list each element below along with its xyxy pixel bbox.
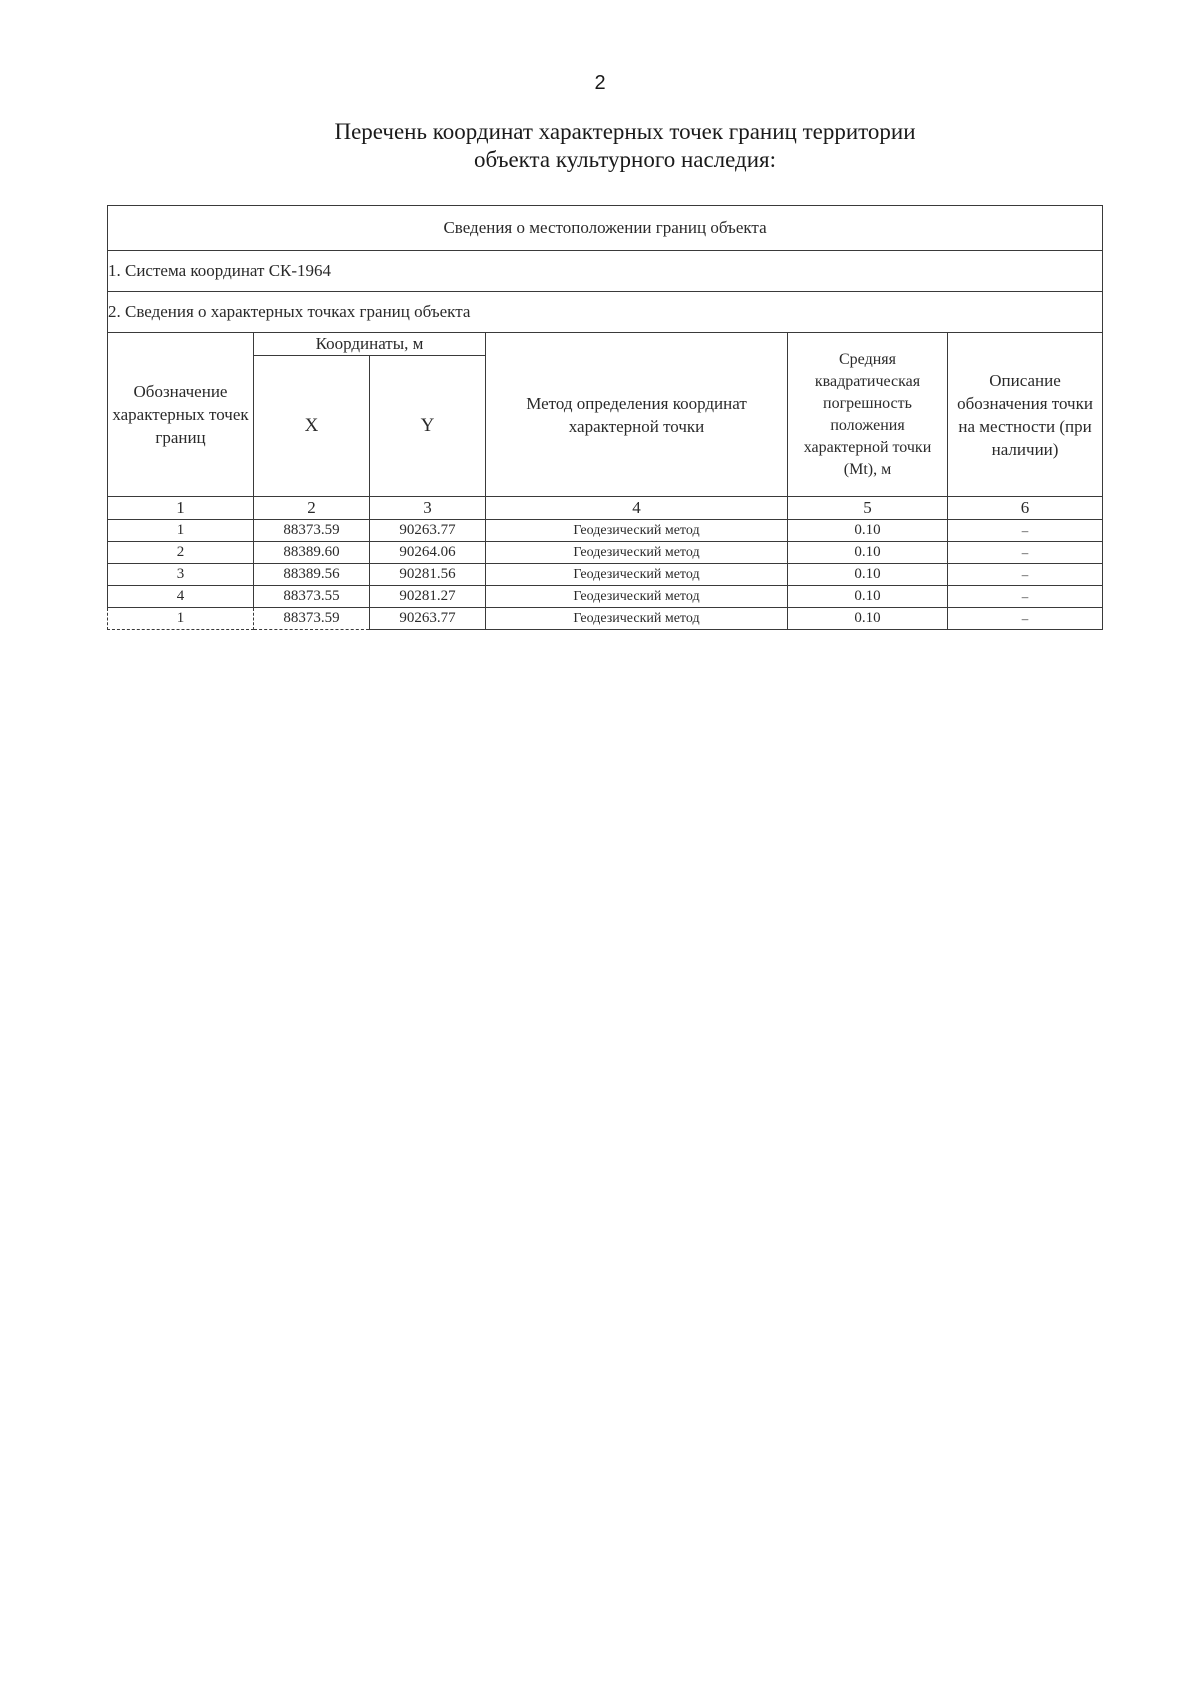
description-cell: – xyxy=(948,586,1103,608)
col-y: Y xyxy=(370,356,486,497)
col-description: Описание обозначения точки на местности (при наличии) xyxy=(948,333,1103,497)
col-coordinates-group: Координаты, м xyxy=(254,333,486,356)
method-cell: Геодезический метод xyxy=(486,586,788,608)
table-header: Сведения о местоположении границ объекта xyxy=(108,206,1103,251)
column-number-row xyxy=(108,497,1103,520)
point-cell: 1 xyxy=(108,608,254,630)
x-cell: 88389.60 xyxy=(254,542,370,564)
column-number: 6 xyxy=(948,497,1103,520)
description-cell: – xyxy=(948,542,1103,564)
y-cell: 90281.27 xyxy=(370,586,486,608)
point-cell: 4 xyxy=(108,586,254,608)
table-row xyxy=(108,542,1103,564)
method-cell: Геодезический метод xyxy=(486,542,788,564)
y-cell: 90263.77 xyxy=(370,520,486,542)
description-cell: – xyxy=(948,608,1103,630)
description-cell: – xyxy=(948,520,1103,542)
error-cell: 0.10 xyxy=(788,586,948,608)
table-row xyxy=(108,520,1103,542)
x-cell: 88373.55 xyxy=(254,586,370,608)
error-cell: 0.10 xyxy=(788,564,948,586)
method-cell: Геодезический метод xyxy=(486,564,788,586)
column-number: 4 xyxy=(486,497,788,520)
column-number: 2 xyxy=(254,497,370,520)
y-cell: 90264.06 xyxy=(370,542,486,564)
column-number: 3 xyxy=(370,497,486,520)
x-cell: 88373.59 xyxy=(254,608,370,630)
x-cell: 88389.56 xyxy=(254,564,370,586)
y-cell: 90281.56 xyxy=(370,564,486,586)
coordinates-table xyxy=(107,205,1103,630)
col-designation: Обозначение характерных точек границ xyxy=(108,333,254,497)
coordinate-system-line: 1. Система координат СК-1964 xyxy=(108,251,1103,292)
method-cell: Геодезический метод xyxy=(486,520,788,542)
col-x: X xyxy=(254,356,370,497)
error-cell: 0.10 xyxy=(788,542,948,564)
table-row xyxy=(108,608,1103,630)
title-line-1: Перечень координат характерных точек границ территории xyxy=(334,119,916,144)
method-cell: Геодезический метод xyxy=(486,608,788,630)
error-cell: 0.10 xyxy=(788,608,948,630)
col-method: Метод определения координат характерной точки xyxy=(486,333,788,497)
title-line-2: объекта культурного наследия: xyxy=(473,147,777,172)
error-cell: 0.10 xyxy=(788,520,948,542)
column-number: 5 xyxy=(788,497,948,520)
point-cell: 3 xyxy=(108,564,254,586)
col-error: Средняя квадратическая погрешность положения характерной точки (Mt), м xyxy=(788,333,948,497)
table-row xyxy=(108,586,1103,608)
table-row xyxy=(108,564,1103,586)
x-cell: 88373.59 xyxy=(254,520,370,542)
point-cell: 1 xyxy=(108,520,254,542)
description-cell: – xyxy=(948,564,1103,586)
page-number: 2 xyxy=(594,72,606,94)
document-title xyxy=(0,118,1200,174)
column-number: 1 xyxy=(108,497,254,520)
y-cell: 90263.77 xyxy=(370,608,486,630)
point-cell: 2 xyxy=(108,542,254,564)
points-info-line: 2. Сведения о характерных точках границ объекта xyxy=(108,292,1103,333)
